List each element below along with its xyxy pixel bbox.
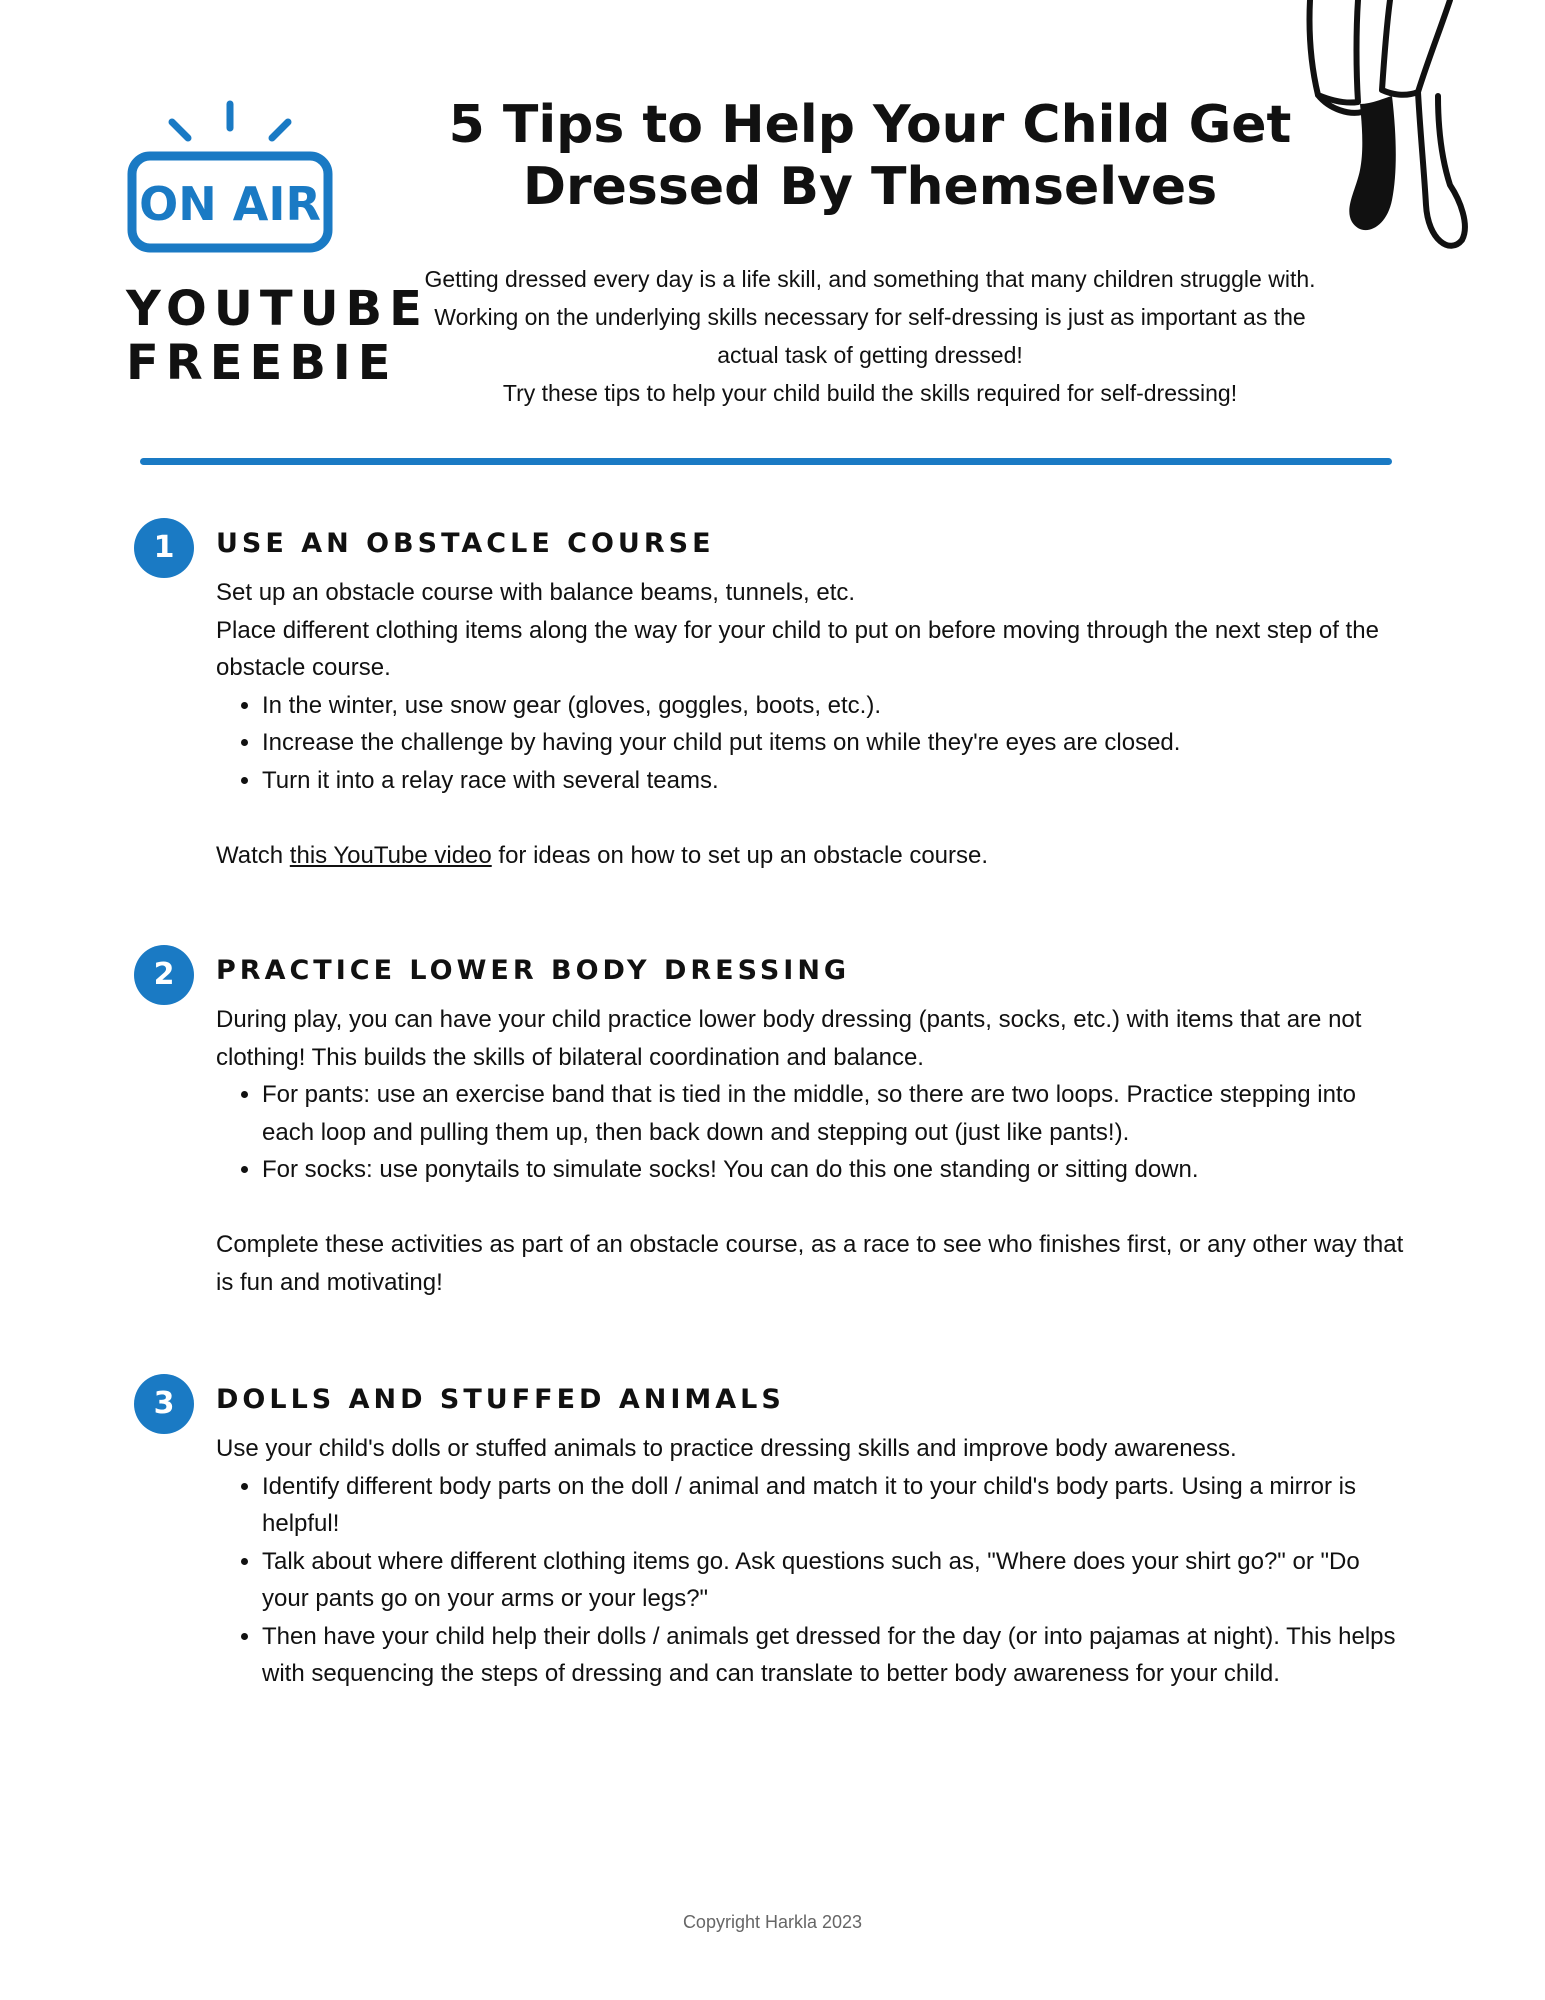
list-item: • For pants: use an exercise band that is tied in the middle, so there are two loops. Practice stepping into each loop and pulling them up, then back down and stepping out (just like pants!). <box>262 1076 1404 1151</box>
list-item: • Then have your child help their dolls / animals get dressed for the day (or into pajamas at night). This helps with sequencing the steps of dressing and can translate to better body awareness for your child. <box>262 1618 1404 1693</box>
tip-footer: Complete these activities as part of an obstacle course, as a race to see who finishes first, or any other way that is fun and motivating! <box>216 1231 1404 1296</box>
tip-number-badge: 3 <box>134 1374 194 1434</box>
copyright-text: Copyright Harkla 2023 <box>682 1912 863 1932</box>
tip-body <box>216 574 1404 874</box>
tip-title: USE AN OBSTACLE COURSE <box>216 528 715 559</box>
intro-line-2: Working on the underlying skills necessary for self-dressing is just as important as the <box>434 304 1306 330</box>
title-line-2: Dressed By Themselves <box>522 157 1218 217</box>
list-item: • Increase the challenge by having your child put items on while they're eyes are closed. <box>262 724 1404 762</box>
page-title <box>420 94 1320 218</box>
list-item: • Turn it into a relay race with several teams. <box>262 762 1404 800</box>
tip-paragraph: Set up an obstacle course with balance beams, tunnels, etc. <box>216 579 856 606</box>
header-divider <box>140 458 1392 465</box>
on-air-text: ON AIR <box>139 177 321 231</box>
tip-title: DOLLS AND STUFFED ANIMALS <box>216 1384 785 1415</box>
intro-line-3: actual task of getting dressed! <box>717 342 1023 368</box>
intro-text <box>420 260 1320 412</box>
tip-number-badge: 2 <box>134 945 194 1005</box>
tip-body <box>216 1001 1404 1301</box>
tip-paragraph: Use your child's dolls or stuffed animals to practice dressing skills and improve body awareness. <box>216 1435 1237 1462</box>
tip-bullet-list <box>216 1468 1404 1693</box>
title-line-1: 5 Tips to Help Your Child Get <box>448 95 1292 155</box>
freebie-line-1: YOUTUBE <box>126 281 429 337</box>
tip-bullet-list <box>216 687 1404 800</box>
tip-footer <box>216 837 1404 875</box>
tip-bullet-list <box>216 1076 1404 1189</box>
tip-number-badge: 1 <box>134 518 194 578</box>
footer-text-pre: Watch <box>216 841 290 869</box>
tip-paragraph: Place different clothing items along the way for your child to put on before moving through the next step of the obstacle course. <box>216 616 1379 681</box>
list-item: • Identify different body parts on the doll / animal and match it to your child's body parts. Using a mirror is helpful! <box>262 1468 1404 1543</box>
on-air-icon <box>120 96 350 266</box>
footer-text-post: for ideas on how to set up an obstacle course. <box>491 841 989 869</box>
list-item: • In the winter, use snow gear (gloves, goggles, boots, etc.). <box>262 687 1404 725</box>
tip-paragraph: During play, you can have your child practice lower body dressing (pants, socks, etc.) with items that are not clothing! This builds the skills of bilateral coordination and balance. <box>216 1006 1362 1071</box>
freebie-line-2: FREEBIE <box>126 335 398 391</box>
tip-body <box>216 1430 1404 1693</box>
intro-line-4: Try these tips to help your child build the skills required for self-dressing! <box>502 380 1238 406</box>
tip-title: PRACTICE LOWER BODY DRESSING <box>216 955 851 986</box>
legs-socks-icon <box>1300 0 1480 260</box>
youtube-freebie-label <box>126 282 429 390</box>
list-item: • Talk about where different clothing items go. Ask questions such as, "Where does your shirt go?" or "Do your pants go on your arms or your legs?" <box>262 1543 1404 1618</box>
list-item: • For socks: use ponytails to simulate socks! You can do this one standing or sitting down. <box>262 1151 1404 1189</box>
intro-line-1: Getting dressed every day is a life skill, and something that many children struggle with. <box>424 266 1316 292</box>
youtube-video-link[interactable]: this YouTube video <box>289 841 492 869</box>
